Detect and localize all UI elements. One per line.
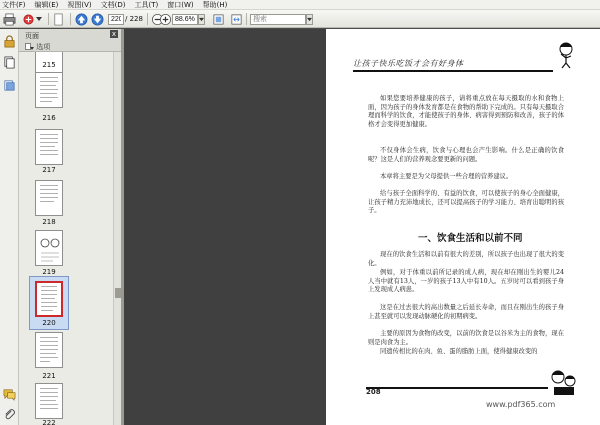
- thumbnail-label: 216: [42, 114, 56, 122]
- export-button[interactable]: [22, 12, 35, 26]
- toolbar-separator: [70, 13, 71, 25]
- cartoon-thumbnail-icon: [36, 231, 64, 267]
- zoom-in-button[interactable]: [159, 12, 172, 26]
- panel-title: 页面: [25, 32, 39, 40]
- options-button[interactable]: [25, 42, 50, 52]
- menu-tools[interactable]: 工具(T): [134, 0, 159, 9]
- print-button[interactable]: [3, 12, 16, 26]
- thumbnail-label: 221: [42, 372, 56, 380]
- print-icon: [3, 13, 16, 26]
- pages-panel-header: [19, 29, 121, 52]
- page-total: / 228: [125, 15, 143, 23]
- fit-page-button[interactable]: [212, 12, 225, 26]
- cartoon-child-illustration: [554, 39, 578, 69]
- thumbnail-label: 217: [42, 166, 56, 174]
- page-thumbnail[interactable]: [35, 129, 63, 165]
- page-running-header: 让孩子快乐吃饭才会有好身体: [353, 59, 464, 68]
- page-thumbnail[interactable]: [35, 332, 63, 368]
- menu-document[interactable]: 文档(D): [100, 0, 126, 9]
- search-dropdown[interactable]: [306, 14, 313, 25]
- menu-window[interactable]: 窗口(W): [167, 0, 194, 9]
- section-heading: 一、饮食生活和以前不同: [418, 233, 523, 244]
- header-rule: [353, 70, 553, 72]
- thumbnail-label: 222: [42, 419, 56, 425]
- page-thumbnail[interactable]: [35, 383, 63, 419]
- fit-width-button[interactable]: [230, 12, 243, 26]
- chevron-down-icon: [36, 16, 42, 22]
- previous-page-button[interactable]: [75, 12, 88, 26]
- navigation-strip: [0, 29, 19, 425]
- zoom-level-input[interactable]: [172, 14, 198, 25]
- page-thumbnail[interactable]: [35, 180, 63, 216]
- attachment-icon[interactable]: [3, 408, 16, 421]
- page-thumbnails: [19, 52, 113, 425]
- paragraph: 同遗传相比的在肉、鱼、蛋的脂肪上面，使得健康改变的: [380, 348, 538, 355]
- toolbar-separator: [48, 13, 49, 25]
- document-canvas: [124, 29, 326, 425]
- search-input[interactable]: [250, 14, 306, 25]
- up-arrow-icon: [75, 13, 88, 26]
- menu-file[interactable]: 文件(F): [2, 0, 26, 9]
- paragraph: 本章将主要是为父母提供一些合理的营养建议。: [380, 173, 513, 180]
- paragraph: 现在的饮食生活和以前有很大的差别，所以孩子也出现了很大的变化。: [368, 251, 564, 267]
- zoom-in-icon: [159, 13, 172, 26]
- page-number: 208: [366, 388, 381, 396]
- thumbnail-label: 218: [42, 218, 56, 226]
- down-arrow-icon: [91, 13, 104, 26]
- toolbar-separator: [147, 13, 148, 25]
- layers-icon[interactable]: [3, 79, 16, 92]
- export-icon: [22, 13, 35, 26]
- thumbnail-label: 219: [42, 268, 56, 276]
- options-icon: [25, 43, 34, 51]
- single-page-button[interactable]: [52, 12, 65, 26]
- chevron-down-icon: [307, 17, 312, 22]
- options-label: 选项: [36, 43, 51, 51]
- thumbnail-scrollbar[interactable]: [113, 52, 121, 425]
- close-icon[interactable]: x: [111, 30, 117, 38]
- next-page-button[interactable]: [91, 12, 104, 26]
- fit-width-icon: [230, 13, 243, 26]
- toolbar-separator: [246, 13, 247, 25]
- paragraph: 给与孩子全面科学的、有益的饮食，可以使孩子的身心全面健康，让孩子精力充沛地成长，还可以提高孩子的学习能力、培育出聪明的孩子。: [368, 190, 564, 215]
- zoom-dropdown[interactable]: [198, 14, 205, 25]
- paragraph: 如果您要培养健康的孩子，请将重点放在每天摄取的水和食物上面，因为孩子的身体发育都是在食物的帮助下完成的。只有每天摄取合理而科学的饮食，才能使孩子的身体、病害得到预防和改善，孩子的体格才会变得更加健康。: [368, 95, 564, 128]
- chevron-down-icon: [199, 17, 204, 22]
- menu-view[interactable]: 视图(V): [67, 0, 92, 9]
- fit-page-icon: [212, 13, 225, 26]
- page-thumbnail[interactable]: [35, 230, 63, 266]
- paragraph: 主要的原因为食物的改变，以前的饮食是以谷米为主的食物，现在则是肉食为主。: [368, 330, 564, 346]
- thumbnail-label: 220: [42, 319, 56, 327]
- page-number-input[interactable]: [108, 14, 124, 25]
- menu-bar: [0, 0, 600, 10]
- page-thumbnail[interactable]: [35, 72, 63, 108]
- watermark-url: www.pdf365.com: [486, 400, 556, 409]
- page-thumbnail-selected[interactable]: [35, 281, 63, 317]
- toolbar: [0, 10, 600, 28]
- cartoon-kids-illustration: [548, 367, 580, 397]
- footer-rule: [366, 387, 548, 389]
- single-page-icon: [52, 13, 65, 26]
- pages-icon[interactable]: [3, 56, 16, 69]
- export-dropdown[interactable]: [36, 12, 42, 26]
- menu-help[interactable]: 帮助(H): [202, 0, 228, 9]
- thumbnail-label: 215: [42, 61, 56, 69]
- document-page: [326, 29, 600, 425]
- menu-edit[interactable]: 编辑(E): [34, 0, 59, 9]
- comment-icon[interactable]: [3, 388, 16, 401]
- paragraph: 不仅身体会生病，饮食与心理也会产生影响。什么是正确的饮食呢？这是人们的营养观念要更新的问题。: [368, 147, 564, 163]
- paragraph: 例如，对于体重以前所记录的成人病，现在却在刚出生的婴儿24人当中就有13人，一岁的孩子13人中有10人。五岁时可以看到孩子身上发现成人病患。: [368, 269, 564, 294]
- lock-icon[interactable]: [3, 35, 16, 48]
- paragraph: 这是在过去很大的高出数量之后延长寿命，而且在刚出生的孩子身上甚至就可以发现动脉硬化的初期病变。: [368, 304, 564, 320]
